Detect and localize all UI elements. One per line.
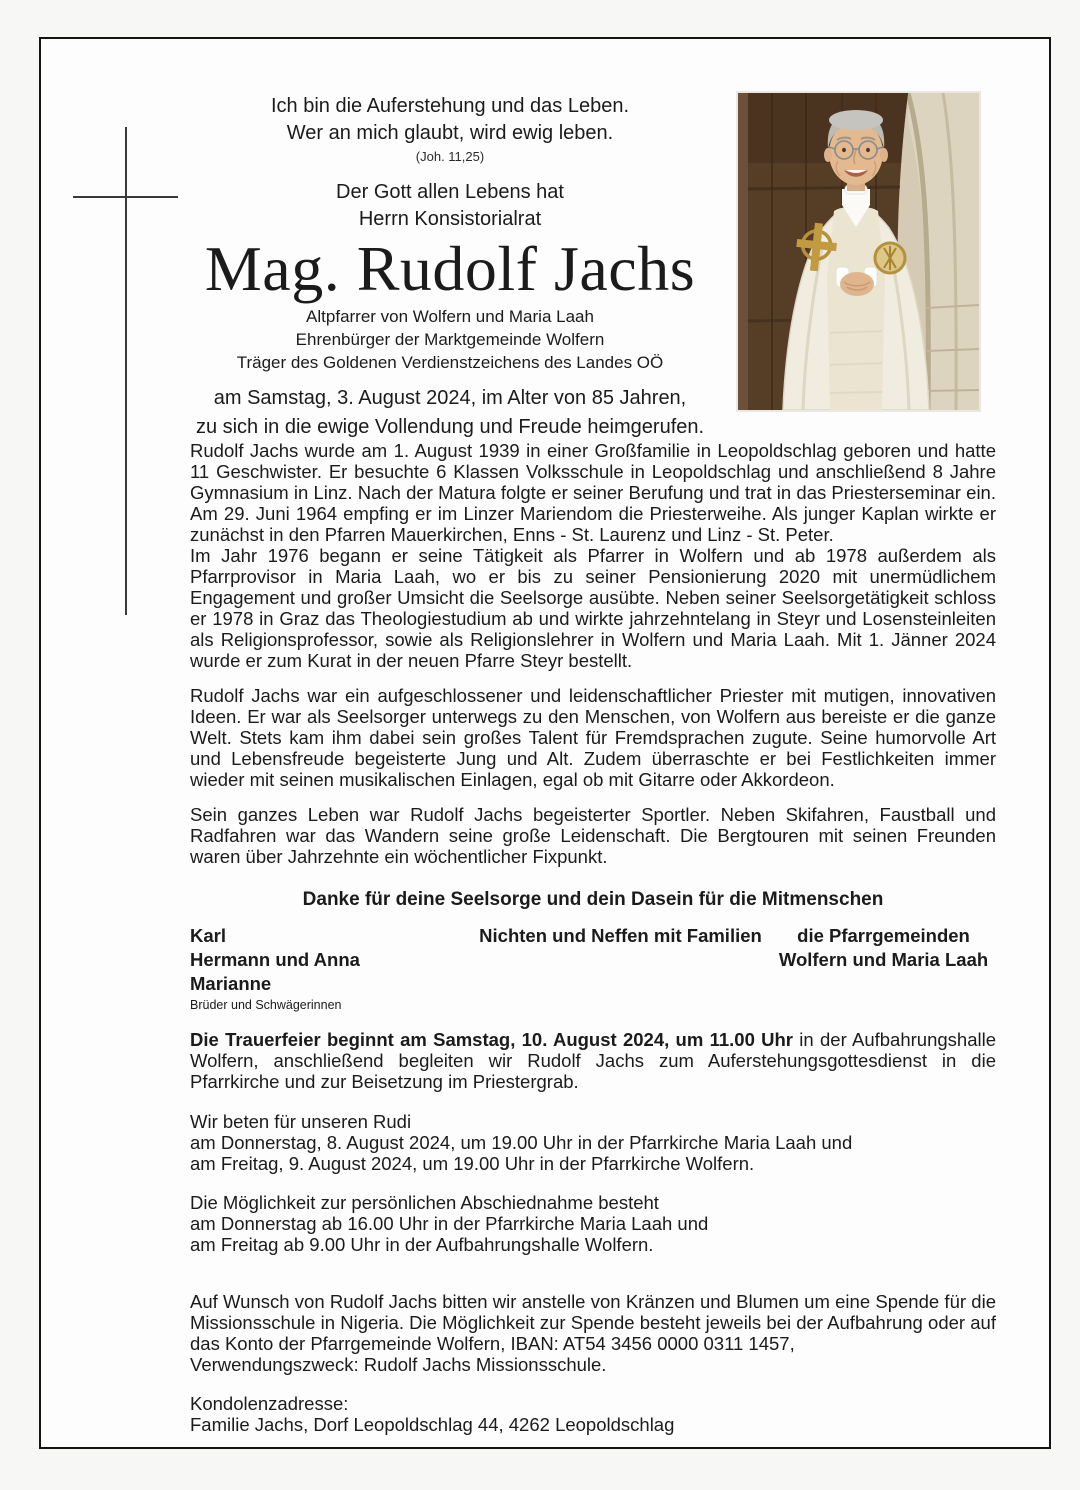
quote-reference: (Joh. 11,25) xyxy=(415,149,485,164)
funeral-details: in der Aufbahrungshalle Wolfern, anschließend begleiten wir Rudolf Jachs zum Auferstehungsgottesdienst in die Pfarrkirche und zur Beisetzung im Priestergrab. xyxy=(190,1029,996,1092)
death-notice xyxy=(190,384,710,442)
death-line: am Samstag, 3. August 2024, im Alter von 85 Jahren, xyxy=(213,387,687,409)
mourners-family xyxy=(190,924,470,1013)
farewell-line: am Freitag ab 9.00 Uhr in der Aufbahrungshalle Wolfern. xyxy=(190,1233,654,1255)
main-text xyxy=(190,440,996,1435)
prayer-line: Wir beten für unseren Rudi xyxy=(190,1110,412,1132)
death-line: zu sich in die ewige Vollendung und Freude heimgerufen. xyxy=(195,416,705,438)
prayer-line: am Freitag, 9. August 2024, um 19.00 Uhr in der Pfarrkirche Wolfern. xyxy=(190,1152,755,1174)
mourners-row xyxy=(190,924,996,1013)
header xyxy=(190,93,710,442)
prayer-schedule xyxy=(190,1111,996,1174)
intro xyxy=(190,179,710,233)
biography-paragraph: Rudolf Jachs war ein aufgeschlossener und leidenschaftlicher Priester mit mutigen, innovativen Ideen. Er war als Seelsorger unterwegs zu den Menschen, von Wolfern aus bereiste er die ganze Welt. Stets kam ihm dabei sein großes Talent für Fremdsprachen zugute. Seine humorvolle Art und Lebensfreude begeisterte Jung und Alt. Zudem überraschte er bei Festlichkeiten immer wieder mit seinen musikalischen Einlagen, egal ob mit Gitarre oder Akkordeon. xyxy=(190,685,996,790)
memorial-cross-icon xyxy=(73,196,178,198)
title-line: Ehrenbürger der Marktgemeinde Wolfern xyxy=(295,330,605,349)
intro-line: Der Gott allen Lebens hat xyxy=(336,181,564,203)
bible-quote xyxy=(190,93,710,165)
mourner-name: Karl xyxy=(190,925,226,946)
thanks-heading: Danke für deine Seelsorge und dein Dasein für die Mitmenschen xyxy=(302,889,884,910)
donation-text: Auf Wunsch von Rudolf Jachs bitten wir anstelle von Kränzen und Blumen um eine Spende für die Missionsschule in Nigeria. Die Möglichkeit zur Spende besteht jeweils bei der Aufbahrung oder auf das Konto der Pfarrgemeinde Wolfern, IBAN: AT54 3456 0000 0311 1457, xyxy=(190,1290,996,1354)
portrait-photo xyxy=(738,93,979,410)
mourner-name: Wolfern und Maria Laah xyxy=(778,949,989,970)
biography-paragraph: Im Jahr 1976 begann er seine Tätigkeit als Pfarrer in Wolfern und ab 1978 außerdem als Pfarrprovisor in Maria Laah, wo er bis zu seiner Pensionierung 2020 mit unermüdlichem Engagement und großer Umsicht die Seelsorge ausübte. Neben seiner Seelsorgetätigkeit schloss er 1978 in Graz das Theologiestudium ab und wirkte jahrzehntelang in Steyr und Losensteinleiten als Religionsprofessor, sowie als Religionslehrer in Wolfern und Maria Laah. Mit 1. Jänner 2024 wurde er zum Kurat in der neuen Pfarre Steyr bestellt. xyxy=(190,545,996,671)
farewell-line: Die Möglichkeit zur persönlichen Abschiednahme besteht xyxy=(190,1191,659,1213)
memorial-cross-icon xyxy=(125,127,127,615)
biography-paragraph: Sein ganzes Leben war Rudolf Jachs begeisterter Sportler. Neben Skifahren, Faustball und Radfahren war das Wandern seine große Leidenschaft. Die Bergtouren mit seinen Freunden waren über Jahrzehnte ein wöchentlicher Fixpunkt. xyxy=(190,804,996,867)
condolence-address-line: Familie Jachs, Dorf Leopoldschlag 44, 4262 Leopoldschlag xyxy=(190,1413,675,1435)
biography-paragraph: Rudolf Jachs wurde am 1. August 1939 in einer Großfamilie in Leopoldschlag geboren und hatte 11 Geschwister. Er besuchte 6 Klassen Volksschule in Leopoldschlag und anschließend 8 Jahre Gymnasium in Linz. Nach der Matura folgte er seiner Berufung und trat in das Priesterseminar ein. Am 29. Juni 1964 empfing er im Linzer Mariendom die Priesterweihe. Als junger Kaplan wirkte er zunächst in den Pfarren Mauerkirchen, Enns - St. Laurenz und Linz - St. Peter. xyxy=(190,440,996,545)
mourner-name: die Pfarrgemeinden xyxy=(797,925,970,946)
mourners-parishes xyxy=(771,924,996,1013)
quote-line: Wer an mich glaubt, wird ewig leben. xyxy=(286,122,614,144)
funeral-announcement xyxy=(190,1029,996,1092)
condolence-address xyxy=(190,1393,996,1435)
title-line: Träger des Goldenen Verdienstzeichens des Landes OÖ xyxy=(236,353,664,372)
mourner-relation-note: Brüder und Schwägerinnen xyxy=(190,998,342,1012)
gold-emblem-embroidery xyxy=(875,243,905,273)
funeral-datetime: Die Trauerfeier beginnt am Samstag, 10. August 2024, um 11.00 Uhr xyxy=(190,1029,794,1050)
deceased-name: Mag. Rudolf Jachs xyxy=(204,233,696,304)
obituary-page xyxy=(39,37,1051,1449)
farewell-line: am Donnerstag ab 16.00 Uhr in der Pfarrkirche Maria Laah und xyxy=(190,1212,709,1234)
donation-purpose: Verwendungszweck: Rudolf Jachs Missionsschule. xyxy=(190,1353,607,1375)
mourner-name: Hermann und Anna xyxy=(190,949,360,970)
mourners-relatives xyxy=(470,924,771,1013)
intro-line: Herrn Konsistorialrat xyxy=(358,208,542,230)
donation-request xyxy=(190,1291,996,1375)
farewell-schedule xyxy=(190,1192,996,1255)
mourner-name: Marianne xyxy=(190,973,272,994)
mourner-name: Nichten und Neffen mit Familien xyxy=(479,925,762,946)
condolence-label: Kondolenzadresse: xyxy=(190,1392,349,1414)
honorary-titles xyxy=(190,305,710,374)
quote-line: Ich bin die Auferstehung und das Leben. xyxy=(270,95,630,117)
title-line: Altpfarrer von Wolfern und Maria Laah xyxy=(306,307,594,326)
prayer-line: am Donnerstag, 8. August 2024, um 19.00 Uhr in der Pfarrkirche Maria Laah und xyxy=(190,1131,853,1153)
